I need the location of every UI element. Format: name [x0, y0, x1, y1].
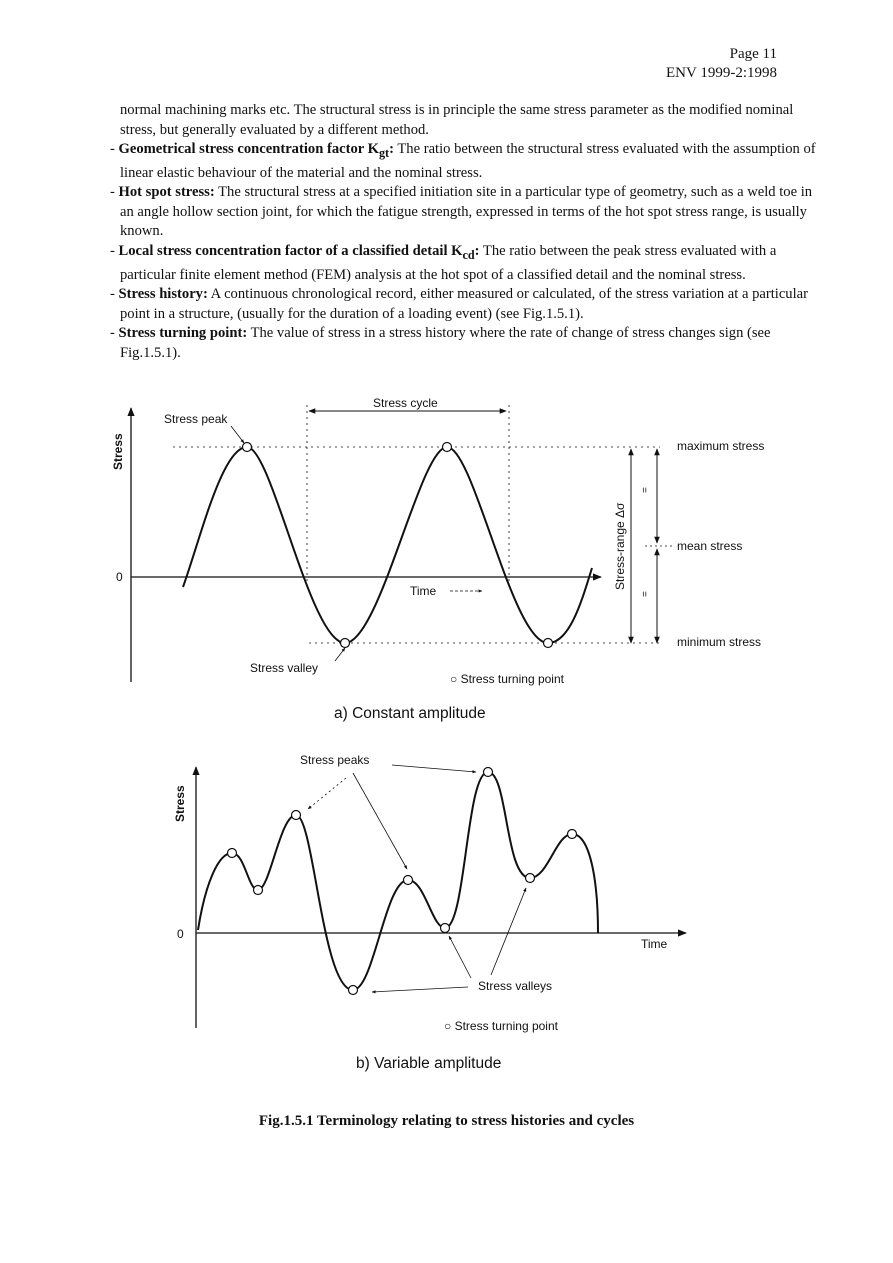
stress-valleys-label: Stress valleys	[478, 979, 553, 993]
turning-point	[484, 768, 493, 777]
mean-stress-label: mean stress	[677, 539, 743, 553]
time-label: Time	[641, 937, 668, 951]
definition-colon: :	[474, 243, 480, 260]
figure-b	[196, 765, 686, 1028]
stress-peak-pointer	[231, 426, 244, 443]
definition-term: Stress turning point:	[118, 325, 248, 342]
stress-axis-label: Stress	[111, 433, 125, 470]
turning-point	[243, 443, 252, 452]
turning-points-b	[228, 768, 577, 995]
stress-peak-label: Stress peak	[164, 412, 228, 426]
stress-valleys-pointer-right	[491, 888, 526, 975]
turning-point	[292, 811, 301, 820]
stress-range-label: Stress-range Δσ	[613, 502, 627, 590]
maximum-stress-label: maximum stress	[677, 439, 765, 453]
time-label: Time	[410, 584, 437, 598]
stress-peaks-pointer-mid	[353, 773, 407, 869]
equal-mark-upper: =	[640, 487, 651, 493]
figure-b-caption: b) Variable amplitude	[356, 1055, 502, 1072]
turning-point	[349, 986, 358, 995]
stress-valleys-pointer-mid	[449, 936, 471, 978]
figure-caption: Fig.1.5.1 Terminology relating to stress histories and cycles	[258, 1113, 635, 1129]
zero-label: 0	[177, 927, 184, 941]
definition-description: A continuous chronological record, either measured or calculated, of the stress variation at a particular point in a structure, (usually for the duration of a loading event) (see Fig.1.5.1).	[120, 286, 808, 322]
stress-peaks-pointer-right	[392, 765, 476, 772]
definition-description: The value of stress in a stress history where the rate of change of stress changes sign (see Fig.1.5.1).	[120, 325, 771, 361]
turning-point	[443, 443, 452, 452]
definition-description: The ratio between the peak stress evaluated with a particular finite element method (FEM) analysis at the hot spot of a classified detail and the nominal stress.	[120, 243, 777, 283]
definition-subscript: gt	[378, 146, 390, 161]
zero-label: 0	[116, 570, 123, 584]
turning-point	[568, 830, 577, 839]
definition-subscript: cd	[462, 247, 475, 262]
definition-description: The ratio between the structural stress evaluated with the assumption of linear elastic behaviour of the material and the nominal stress.	[120, 141, 816, 181]
stress-valley-pointer	[335, 648, 345, 661]
definition-item: - Stress turning point: The value of stress in a stress history where the rate of change of stress changes sign (see Fig.1.5.1).	[110, 325, 771, 361]
turning-point	[526, 874, 535, 883]
figure-a	[131, 405, 672, 682]
continued-paragraph: normal machining marks etc. The structural stress is in principle the same stress parameter as the modified nominal stress, but generally evaluated by a different method.	[120, 102, 794, 138]
stress-axis-label: Stress	[173, 785, 187, 822]
definition-term: Local stress concentration factor of a classified detail K	[118, 243, 463, 260]
figure-a-caption: a) Constant amplitude	[334, 705, 486, 722]
page-number: Page 11	[729, 46, 777, 62]
stress-peaks-pointer-left	[308, 778, 346, 809]
equal-mark-lower: =	[640, 591, 651, 597]
definition-item: - Local stress concentration factor of a classified detail $K_{cd}$: The ratio between the peak stress evaluated with a particular finite element method (FEM) analysis at the hot spot of a classified detail and the nominal stress.	[110, 243, 777, 283]
turning-point	[544, 639, 553, 648]
turning-point	[254, 886, 263, 895]
turning-point	[441, 924, 450, 933]
stress-valleys-pointer-left	[372, 987, 468, 992]
definition-term: Hot spot stress:	[118, 184, 215, 201]
definition-item: - Hot spot stress: The structural stress at a specified initiation site in a particular type of geometry, such as a weld toe in an angle hollow section joint, for which the fatigue strength, expressed in terms of the hot spot stress range, is usually known.	[110, 184, 813, 240]
turning-point	[228, 849, 237, 858]
turning-point-legend-a: ○ Stress turning point	[450, 672, 564, 686]
definition-description: The structural stress at a specified initiation site in a particular type of geometry, such as a weld toe in an angle hollow section joint, for which the fatigue strength, expressed in terms of the hot spot stress range, is usually known.	[120, 184, 813, 240]
turning-point-legend-b: ○ Stress turning point	[444, 1019, 558, 1033]
turning-point	[404, 876, 413, 885]
definition-term: Stress history:	[118, 286, 208, 303]
constant-amplitude-curve	[183, 447, 592, 643]
definition-colon: :	[389, 141, 394, 158]
definition-item: - Stress history: A continuous chronological record, either measured or calculated, of the stress variation at a particular point in a structure, (usually for the duration of a loading event) (see Fig.1.5.1).	[110, 286, 808, 322]
definition-item: - Geometrical stress concentration factor $K_{gt}$: The ratio between the structural stress evaluated with the assumption of linear elastic behaviour of the material and the nominal stress.	[110, 141, 816, 181]
standard-number: ENV 1999-2:1998	[666, 65, 777, 81]
stress-cycle-label: Stress cycle	[373, 396, 438, 410]
stress-valley-label: Stress valley	[250, 661, 319, 675]
definition-term: Geometrical stress concentration factor K	[118, 141, 379, 158]
turning-points-a	[243, 443, 553, 648]
variable-amplitude-curve	[198, 772, 598, 990]
minimum-stress-label: minimum stress	[677, 635, 762, 649]
stress-peaks-label: Stress peaks	[300, 753, 370, 767]
turning-point	[341, 639, 350, 648]
